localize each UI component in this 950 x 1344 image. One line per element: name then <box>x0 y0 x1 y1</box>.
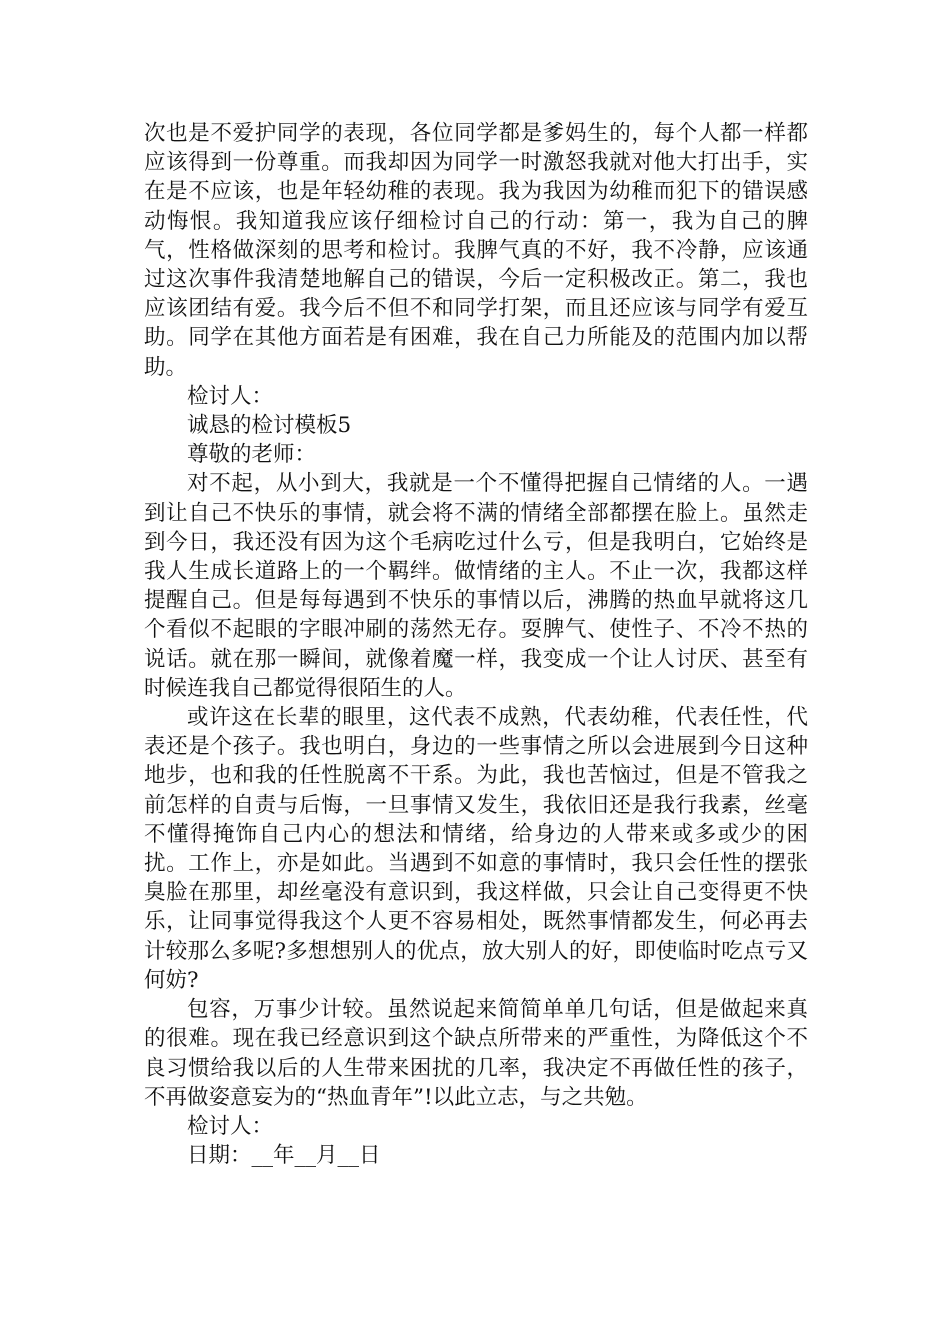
date-line: 日期：__年__月__日 <box>187 1143 381 1169</box>
paragraph-emotions: 对不起，从小到大，我就是一个不懂得把握自己情绪的人。一遇到让自己不快乐的事情，就会将不满的情绪全部都摆在脸上。虽然走到今日，我还没有因为这个毛病吃过什么亏，但是我明白，它始终是我人生成长道路上的一个羁绊。做情绪的主人。不止一次，我都这样提醒自己。但是每每遇到不快乐的事情以后，沸腾的热血早就将这几个看似不起眼的字眼冲刷的荡然无存。耍脾气、使性子、不冷不热的说话。就在那一瞬间，就像着魔一样，我变成一个让人讨厌、甚至有时候连我自己都觉得很陌生的人。 <box>144 471 808 701</box>
paragraph-resolution: 包容，万事少计较。虽然说起来简简单单几句话，但是做起来真的很难。现在我已经意识到这个缺点所带来的严重性，为降低这个不良习惯给我以后的人生带来困扰的几率，我决定不再做任性的孩子，不再做姿意妄为的“热血青年”!以此立志，与之共勉。 <box>144 997 808 1110</box>
section-title: 诚恳的检讨模板5 <box>187 413 352 439</box>
signature-line-1: 检讨人： <box>187 383 274 409</box>
paragraph-apology-continuation: 次也是不爱护同学的表现，各位同学都是爹妈生的，每个人都一样都应该得到一份尊重。而我却因为同学一时激怒我就对他大打出手，实在是不应该，也是年轻幼稚的表现。我为我因为幼稚而犯下的错误感动悔恨。我知道我应该仔细检讨自己的行动：第一，我为自己的脾气，性格做深刻的思考和检讨。我脾气真的不好，我不冷静，应该通过这次事件我清楚地解自己的错误，今后一定积极改正。第二，我也应该团结有爱。我今后不但不和同学打架，而且还应该与同学有爱互助。同学在其他方面若是有困难，我在自己力所能及的范围内加以帮助。 <box>144 121 808 380</box>
signature-line-2: 检讨人： <box>187 1113 274 1139</box>
paragraph-reflection: 或许这在长辈的眼里，这代表不成熟，代表幼稚，代表任性，代表还是个孩子。我也明白，身边的一些事情之所以会进展到今日这种地步，也和我的任性脱离不干系。为此，我也苦恼过，但是不管我之前怎样的自责与后悔，一旦事情又发生，我依旧还是我行我素，丝毫不懂得掩饰自己内心的想法和情绪，给身边的人带来或多或少的困扰。工作上，亦是如此。当遇到不如意的事情时，我只会任性的摆张臭脸在那里，却丝毫没有意识到，我这样做，只会让自己变得更不快乐，让同事觉得我这个人更不容易相处，既然事情都发生，何必再去计较那么多呢?多想想别人的优点，放大别人的好，即使临时吃点亏又何妨? <box>144 705 808 993</box>
salutation: 尊敬的老师： <box>187 442 317 468</box>
document-body <box>144 119 808 1170</box>
